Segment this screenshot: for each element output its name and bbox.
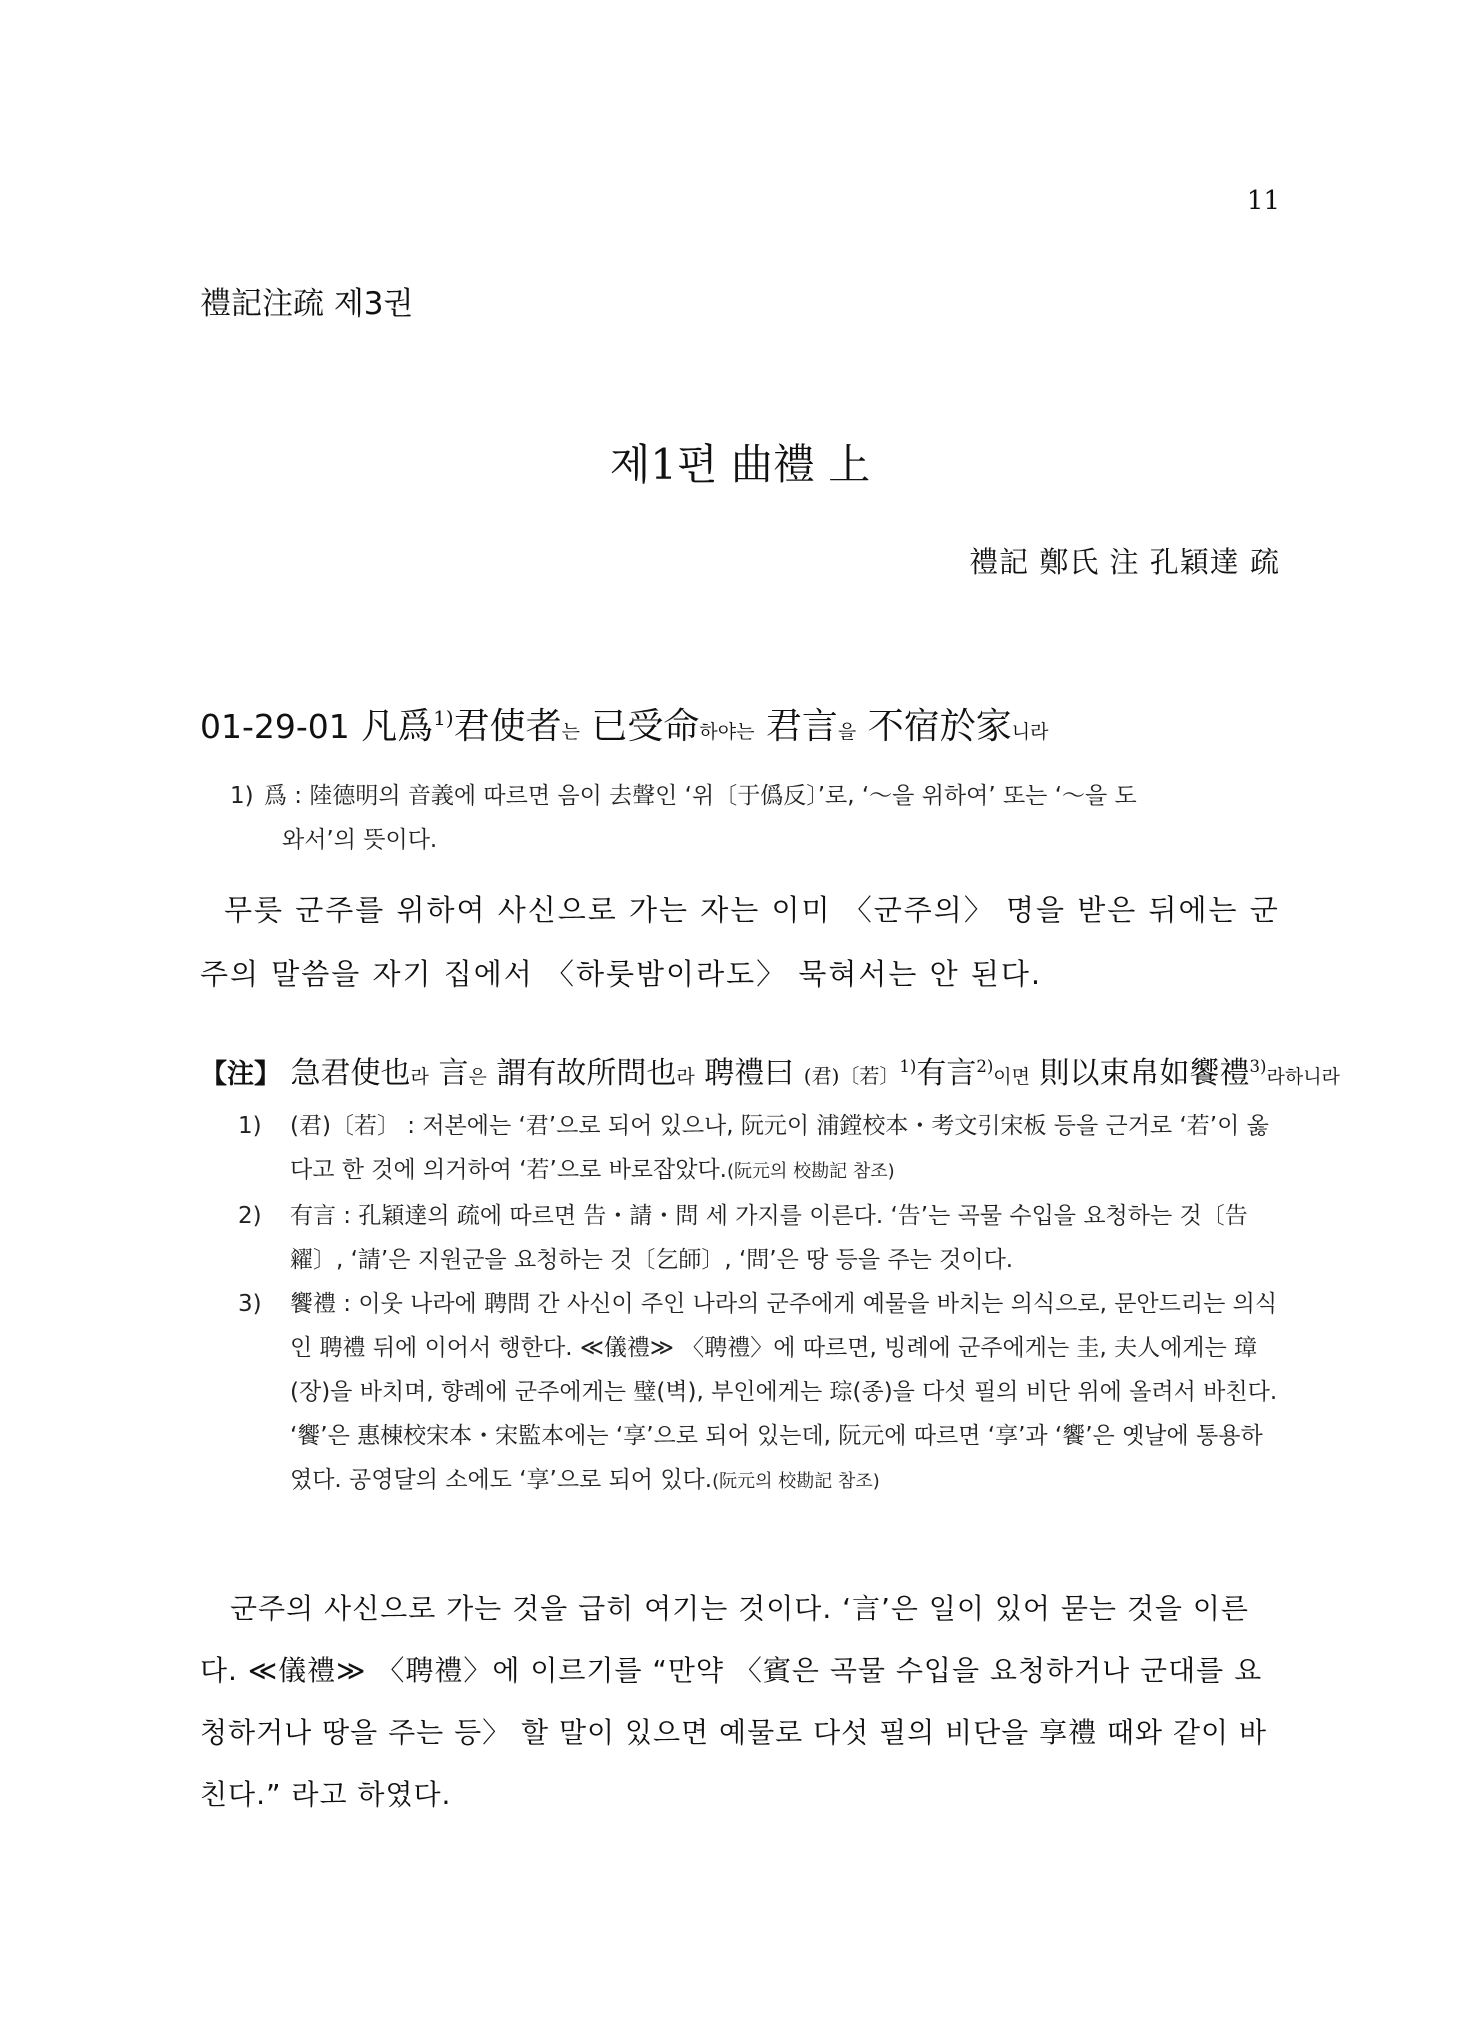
passage-text: 君言 <box>754 706 838 747</box>
commentary-label: 【注】 <box>200 1059 281 1090</box>
commentary-text: 言 <box>428 1056 469 1091</box>
footnote-ref: 3) <box>1249 1057 1267 1076</box>
footnote-number: 3) <box>238 1291 262 1317</box>
passage-code: 01-29-01 <box>200 707 350 746</box>
particle: 라 <box>410 1066 429 1088</box>
book-title: 禮記注疏 제3권 <box>200 286 414 322</box>
commentary-footnotes <box>238 1104 1278 1504</box>
footnote-text: 饗禮 : 이웃 나라에 聘問 간 사신이 주인 나라의 군주에게 예물을 바치는 의식으로, 문안드리는 의식인 聘禮 뒤에 이어서 행한다. ≪儀禮≫ 〈聘禮〉에 따르면, 빙례에 군주에게는 圭, 夫人에게는 璋(장)을 바치며, 향례에 군주에게는 璧(벽), 부인에게는 琮(종)을 다섯 필의 비단 위에 올려서 바친다. ‘饗’은 惠棟校宋本・宋監本에는 ‘享’으로 되어 있는데, 阮元에 따르면 ‘享’과 ‘饗’은 옛날에 통용하였다. 공영달의 소에도 ‘享’으로 되어 있다. <box>290 1291 1278 1493</box>
commentary-translation: 군주의 사신으로 가는 것을 급히 여기는 것이다. ‘言’은 일이 있어 묻는 것을 이른다. ≪儀禮≫ 〈聘禮〉에 이르기를 “만약 〈賓은 곡물 수입을 요청하거나 군대를 요청하거나 땅을 주는 등〉 할 말이 있으면 예물로 다섯 필의 비단을 享禮 때와 같이 바친다.” 라고 하였다. <box>200 1592 1268 1811</box>
author-attribution: 禮記 鄭氏 注 孔穎達 疏 <box>969 545 1280 579</box>
footnote-reference-note: (阮元의 校勘記 참조) <box>712 1471 880 1492</box>
passage-text: 凡爲 <box>361 706 434 747</box>
translation-paragraph: 무릇 군주를 위하여 사신으로 가는 자는 이미 〈군주의〉 명을 받은 뒤에는 군주의 말씀을 자기 집에서 〈하룻밤이라도〉 묵혀서는 안 된다. <box>200 893 1280 991</box>
particle: 라하니라 <box>1266 1066 1340 1088</box>
commentary-text: 有言 <box>916 1056 977 1091</box>
passage-text: 不宿於家 <box>856 706 1012 747</box>
passage-heading <box>200 698 1048 749</box>
footnote-number: 1) <box>230 783 254 809</box>
footnote-text: 有言 : 孔穎達의 疏에 따르면 告・請・問 세 가지를 이른다. ‘告’는 곡물 수입을 요청하는 것〔告糴〕, ‘請’은 지원군을 요청하는 것〔乞師〕, ‘問’은 땅 등을 주는 것이다. <box>290 1203 1248 1273</box>
footnote-text: (君)〔若〕 : 저본에는 ‘君’으로 되어 있으나, 阮元이 浦鏜校本・考文引宋板 등을 근거로 ‘若’이 옳다고 한 것에 의거하여 ‘若’으로 바로잡았다. <box>290 1113 1269 1183</box>
footnote-text: 爲 : 陸德明의 音義에 따르면 음이 去聲인 ‘위〔于僞反〕’로, ‘～을 위하여’ 또는 ‘～을 도 <box>264 783 1137 809</box>
footnote-reference-note: (阮元의 校勘記 참조) <box>726 1161 895 1182</box>
footnote-ref: 2) <box>976 1057 994 1076</box>
particle: 이면 <box>993 1066 1030 1088</box>
chapter-title: 제1편 曲禮 上 <box>609 440 871 489</box>
footnote-text-continued: 와서’의 뜻이다. <box>282 827 438 853</box>
particle: 은 <box>468 1066 487 1088</box>
particle: 는 <box>561 721 580 743</box>
page-number: 11 <box>1246 186 1280 216</box>
passage-text: 已受命 <box>579 706 700 747</box>
footnote-number: 2) <box>238 1203 262 1229</box>
commentary-text: 聘禮曰 <box>694 1056 804 1091</box>
footnote-ref: 1) <box>899 1057 917 1076</box>
footnote-number: 1) <box>238 1113 262 1139</box>
commentary-text: 則以束帛如饗禮 <box>1030 1056 1250 1091</box>
particle: 을 <box>837 721 857 743</box>
passage-footnote <box>230 774 1278 862</box>
emendation: (君)〔若〕 <box>803 1064 900 1088</box>
particle: 라 <box>676 1066 695 1088</box>
passage-text: 君使者 <box>453 706 562 747</box>
footnote-item <box>238 1282 1278 1504</box>
commentary-text: 急君使也 <box>290 1056 411 1091</box>
particle: 하야는 <box>699 721 755 743</box>
footnote-item <box>238 1104 1278 1194</box>
footnote-ref: 1) <box>433 707 454 730</box>
particle: 니라 <box>1011 721 1049 743</box>
commentary-heading <box>200 1048 1340 1092</box>
commentary-text: 謂有故所問也 <box>486 1056 677 1091</box>
footnote-item <box>238 1194 1278 1282</box>
